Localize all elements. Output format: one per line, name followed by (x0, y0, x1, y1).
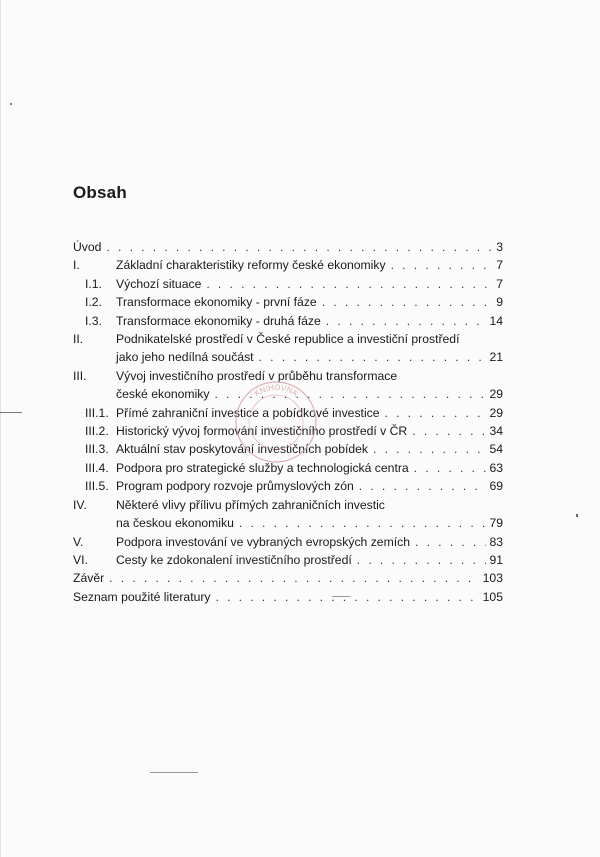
scan-mark-top (332, 596, 350, 597)
toc-entry-title: Aktuální stav poskytování investičních pobídek (116, 442, 369, 457)
toc-page-number: 29 (489, 405, 503, 420)
toc-entry (73, 440, 503, 458)
toc-page-number: 7 (496, 276, 503, 291)
toc-entry-title: Historický vývoj formování investičního prostředí v ČR (116, 424, 408, 439)
dot-leader (326, 312, 487, 330)
toc-page-number: 63 (489, 460, 503, 475)
toc-entry-title: české ekonomiky (116, 387, 210, 402)
scan-mark-dot-left (10, 103, 12, 105)
toc-entry (73, 404, 503, 422)
toc-page-number: 9 (496, 295, 503, 310)
toc-entry (73, 293, 503, 311)
dot-leader (259, 348, 487, 366)
dot-leader (106, 238, 493, 256)
toc-entry-title: Vývoj investičního prostředí v průběhu transformace (116, 368, 398, 383)
toc-entry (73, 330, 503, 367)
toc-entry-number: III.4. (85, 460, 109, 475)
toc-entry-number: I.3. (85, 313, 102, 328)
toc-entry-title: Podpora investování ve vybraných evropských zemích (116, 534, 410, 549)
table-of-contents (73, 238, 503, 606)
toc-page-number: 105 (482, 589, 503, 604)
dot-leader (415, 533, 486, 551)
toc-entry-title: Transformace ekonomiky - první fáze (116, 295, 317, 310)
toc-entry (73, 422, 503, 440)
toc-page-number: 29 (489, 387, 503, 402)
toc-entry-number: III. (73, 368, 87, 383)
dot-leader (214, 382, 486, 403)
toc-entry (73, 477, 503, 495)
toc-entry-number: III.2. (85, 424, 109, 439)
toc-page-number: 69 (489, 479, 503, 494)
toc-entry (73, 533, 503, 551)
toc-page-number: 21 (489, 350, 503, 365)
toc-entry-number: I. (73, 258, 80, 273)
toc-page-number: 91 (489, 552, 503, 567)
toc-entry-number: V. (73, 534, 84, 549)
toc-entry-number: III.5. (85, 479, 109, 494)
toc-entry (73, 275, 503, 293)
dot-leader (391, 256, 494, 274)
toc-entry (73, 569, 503, 587)
dot-leader (385, 404, 487, 422)
dot-leader (322, 293, 494, 311)
toc-page-number: 79 (489, 516, 503, 531)
toc-page-number: 34 (489, 424, 503, 439)
dot-leader (373, 440, 486, 458)
toc-entry-title: jako jeho nedílná součást (116, 350, 254, 365)
scan-mark-left (0, 412, 22, 413)
toc-entry-title: na českou ekonomiku (116, 516, 234, 531)
toc-entry-title: Cesty ke zdokonalení investičního prostředí (116, 552, 352, 567)
toc-page-number: 3 (496, 240, 503, 254)
toc-page-number: 7 (496, 258, 503, 273)
toc-entry (73, 256, 503, 274)
toc-entry (73, 551, 503, 569)
toc-entry-number: IV. (73, 497, 87, 512)
dot-leader (412, 422, 486, 440)
toc-entry (73, 312, 503, 330)
toc-entry-title: Závěr (73, 571, 105, 586)
scan-mark-dot-right (576, 514, 578, 517)
toc-entry-number: I.1. (85, 276, 102, 291)
dot-leader (359, 477, 487, 495)
toc-entry-number: I.2. (85, 295, 102, 310)
toc-entry (73, 496, 503, 533)
toc-page-number: 103 (482, 571, 503, 586)
toc-title: Obsah (73, 183, 127, 202)
toc-entry-title: Program podpory rozvoje průmyslových zón (116, 479, 354, 494)
toc-entry-title: Základní charakteristiky reformy české ekonomiky (116, 258, 386, 273)
dot-leader (109, 569, 480, 587)
toc-entry-title: Úvod (73, 240, 102, 254)
toc-entry-title: Výchozí situace (116, 276, 202, 291)
toc-entry-title: Seznam použité literatury (73, 589, 211, 604)
toc-entry (73, 238, 503, 256)
toc-page-number: 14 (489, 313, 503, 328)
toc-entry-number: III.1. (85, 405, 109, 420)
dot-leader (357, 551, 487, 569)
scan-mark-bottom (150, 772, 198, 773)
toc-entry-title: Některé vlivy přílivu přímých zahraničních investic (116, 497, 385, 512)
toc-entry (73, 459, 503, 477)
toc-page-number: 83 (489, 534, 503, 549)
dot-leader (206, 275, 493, 293)
toc-entry-number: III.3. (85, 442, 109, 457)
toc-entry (73, 588, 503, 606)
toc-page-number: 54 (489, 442, 503, 457)
toc-entry (73, 367, 503, 404)
stamp-text: KNIHOVNA (252, 382, 300, 399)
dot-leader (414, 459, 487, 477)
toc-entry-title: Podpora pro strategické služby a technologická centra (116, 460, 409, 475)
dot-leader (239, 514, 487, 532)
toc-entry-title: Podnikatelské prostředí v České republice a investiční prostředí (116, 332, 460, 347)
toc-entry-number: VI. (73, 552, 88, 567)
toc-entry-title: Přímé zahraniční investice a pobídkové investice (116, 405, 380, 420)
toc-entry-title: Transformace ekonomiky - druhá fáze (116, 313, 321, 328)
toc-entry-number: II. (73, 332, 84, 347)
